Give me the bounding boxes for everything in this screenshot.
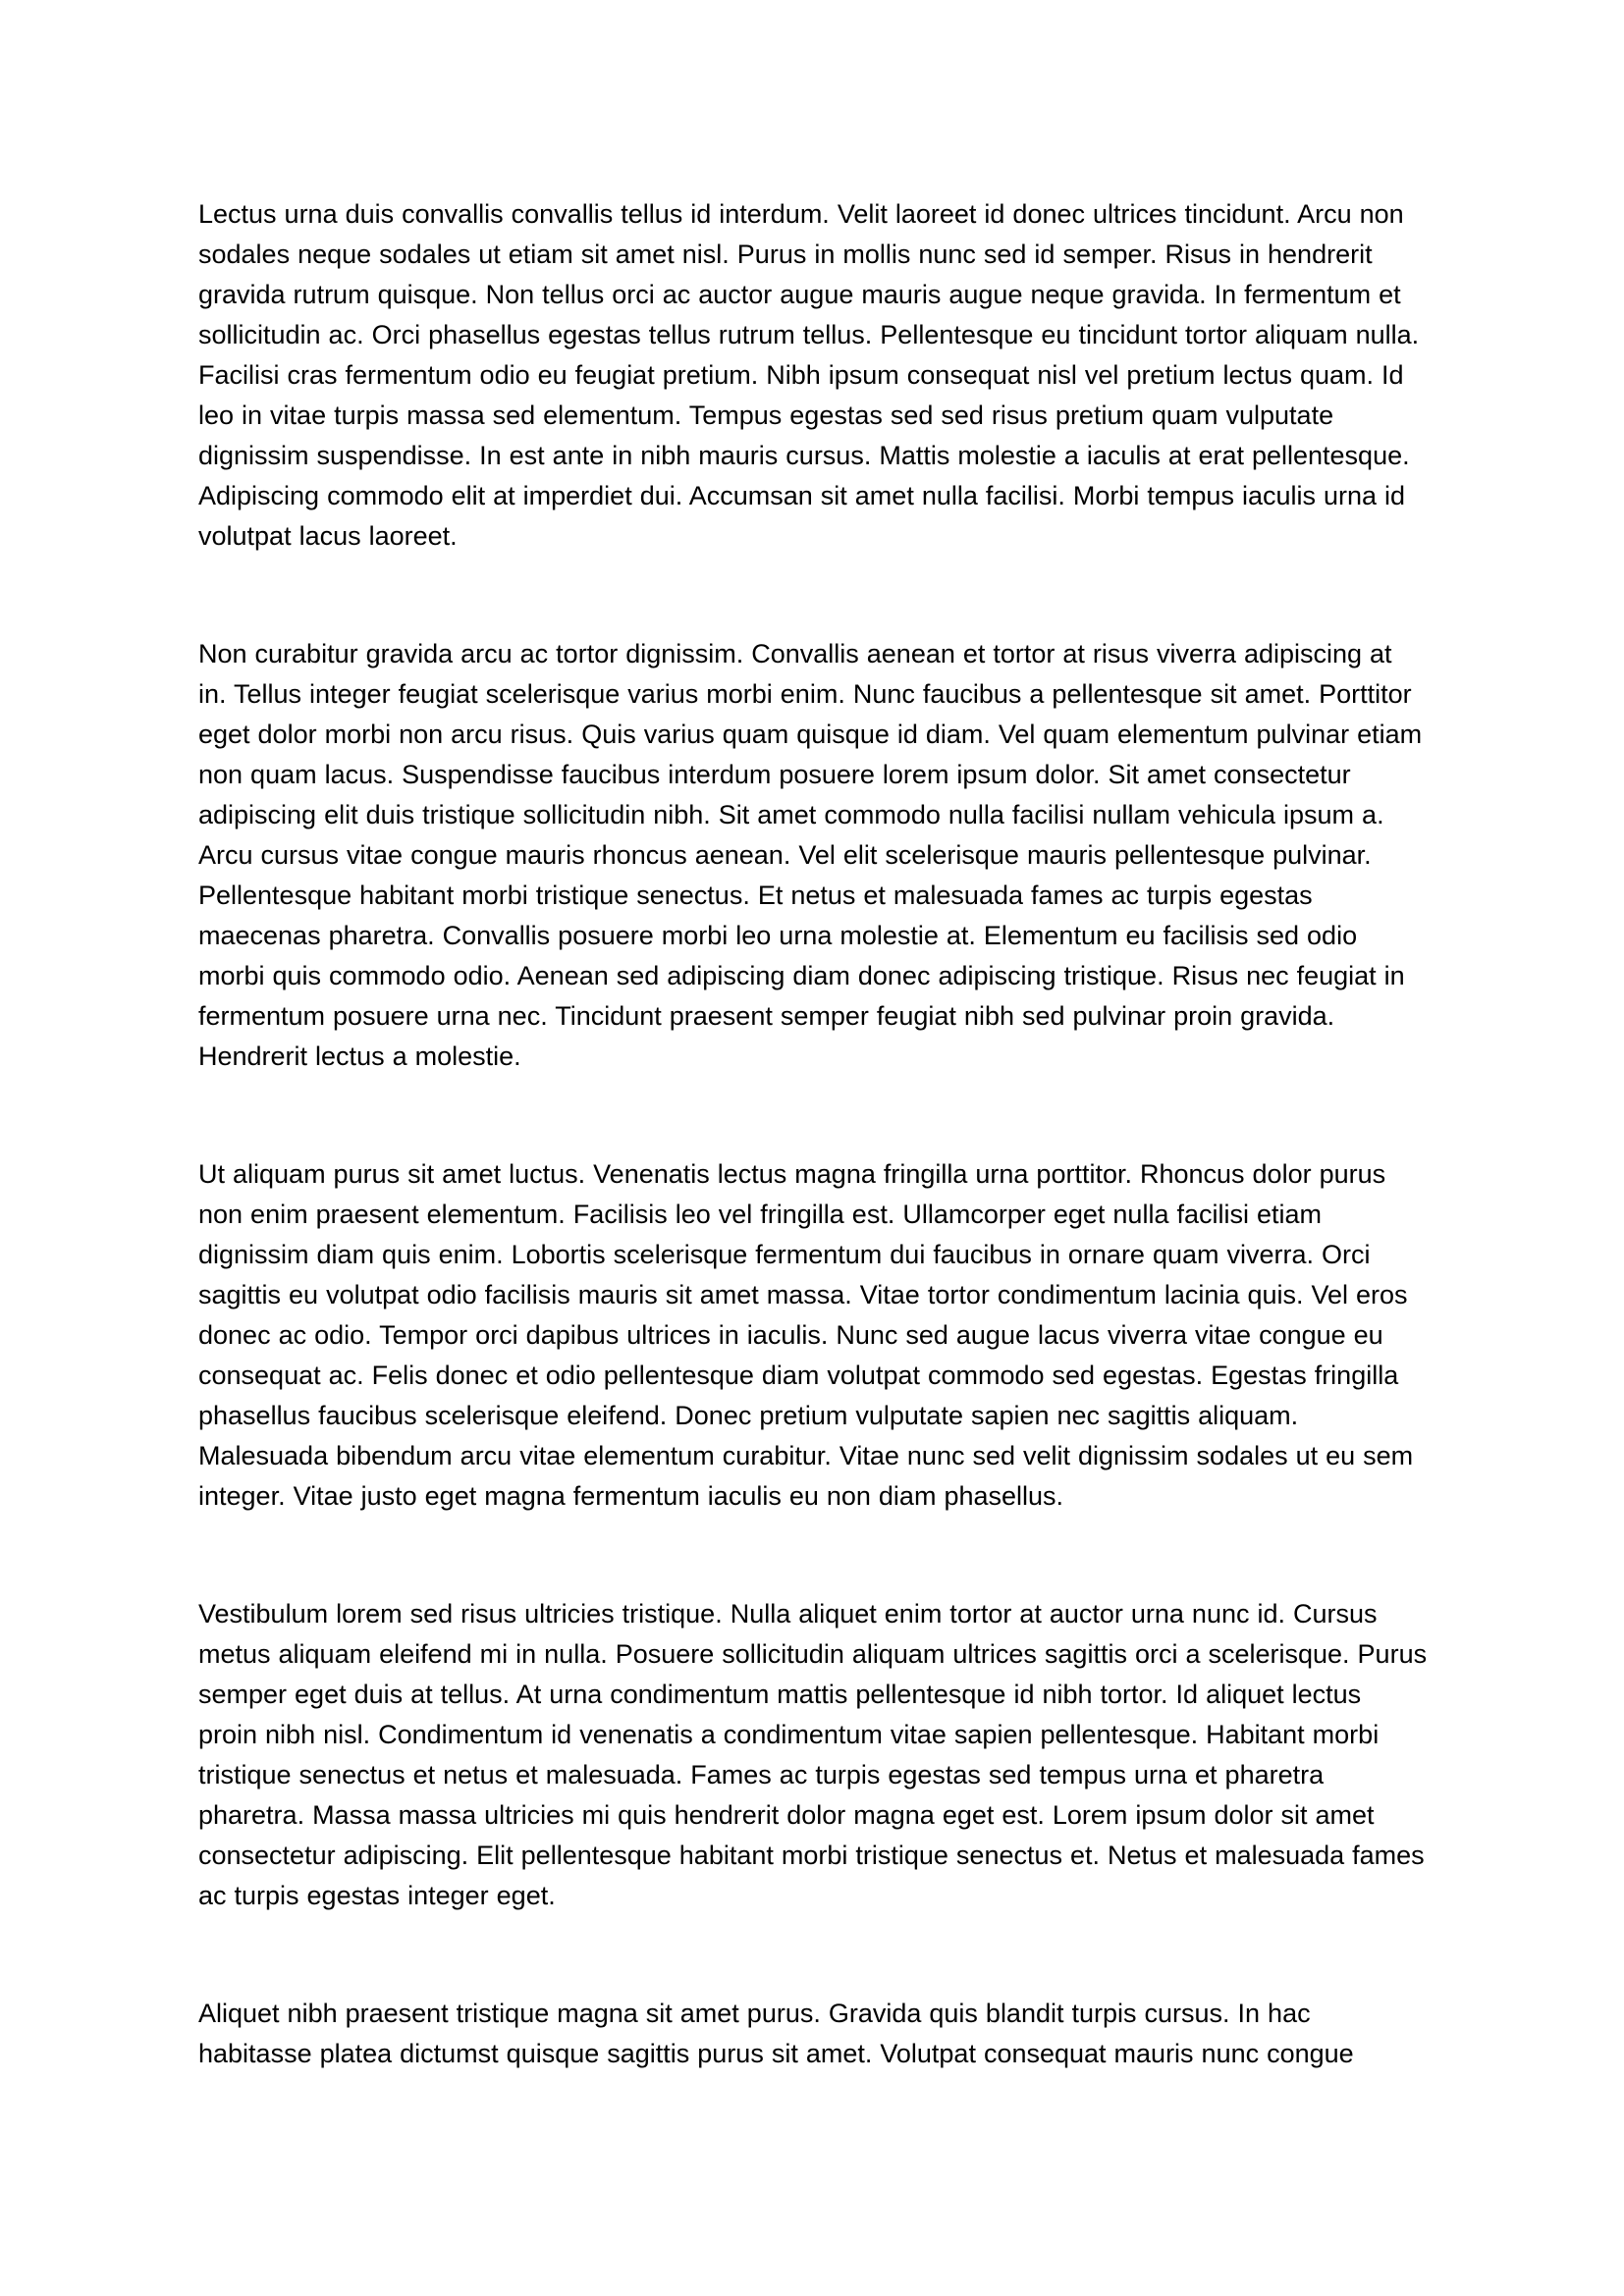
paragraph-3: Ut aliquam purus sit amet luctus. Venenatis lectus magna fringilla urna porttitor. Rhoncus dolor purus non enim praesent elementum. Facilisis leo vel fringilla est. Ullamcorper eget nulla facilisi etiam dignissim diam quis enim. Lobortis scelerisque fermentum dui faucibus in ornare quam viverra. Orci sagittis eu volutpat odio facilisis mauris sit amet massa. Vitae tortor condimentum lacinia quis. Vel eros donec ac odio. Tempor orci dapibus ultrices in iaculis. Nunc sed augue lacus viverra vitae congue eu consequat ac. Felis donec et odio pellentesque diam volutpat commodo sed egestas. Egestas fringilla phasellus faucibus scelerisque eleifend. Donec pretium vulputate sapien nec sagittis aliquam. Malesuada bibendum arcu vitae elementum curabitur. Vitae nunc sed velit dignissim sodales ut eu sem integer. Vitae justo eget magna fermentum iaculis eu non diam phasellus.: [198, 1159, 1414, 1511]
paragraph-5: Aliquet nibh praesent tristique magna sit amet purus. Gravida quis blandit turpis cursus. In hac habitasse platea dictumst quisque sagittis purus sit amet. Volutpat consequat mauris nunc congue: [198, 1999, 1354, 2068]
paragraph-2: Non curabitur gravida arcu ac tortor dignissim. Convallis aenean et tortor at risus viverra adipiscing at in. Tellus integer feugiat scelerisque varius morbi enim. Nunc faucibus a pellentesque sit amet. Porttitor eget dolor morbi non arcu risus. Quis varius quam quisque id diam. Vel quam elementum pulvinar etiam non quam lacus. Suspendisse faucibus interdum posuere lorem ipsum dolor. Sit amet consectetur adipiscing elit duis tristique sollicitudin nibh. Sit amet commodo nulla facilisi nullam vehicula ipsum a. Arcu cursus vitae congue mauris rhoncus aenean. Vel elit scelerisque mauris pellentesque pulvinar. Pellentesque habitant morbi tristique senectus. Et netus et malesuada fames ac turpis egestas maecenas pharetra. Convallis posuere morbi leo urna molestie at. Elementum eu facilisis sed odio morbi quis commodo odio. Aenean sed adipiscing diam donec adipiscing tristique. Risus nec feugiat in fermentum posuere urna nec. Tincidunt praesent semper feugiat nibh sed pulvinar proin gravida. Hendrerit lectus a molestie.: [198, 639, 1423, 1071]
paragraph-4: Vestibulum lorem sed risus ultricies tristique. Nulla aliquet enim tortor at auctor urna nunc id. Cursus metus aliquam eleifend mi in nulla. Posuere sollicitudin aliquam ultrices sagittis orci a scelerisque. Purus semper eget duis at tellus. At urna condimentum mattis pellentesque id nibh tortor. Id aliquet lectus proin nibh nisl. Condimentum id venenatis a condimentum vitae sapien pellentesque. Habitant morbi tristique senectus et netus et malesuada. Fames ac turpis egestas sed tempus urna et pharetra pharetra. Massa massa ultricies mi quis hendrerit dolor magna eget est. Lorem ipsum dolor sit amet consectetur adipiscing. Elit pellentesque habitant morbi tristique senectus et. Netus et malesuada fames ac turpis egestas integer eget.: [198, 1599, 1428, 1910]
document-text-body: [198, 194, 1428, 2074]
paragraph-1: Lectus urna duis convallis convallis tellus id interdum. Velit laoreet id donec ultrices tincidunt. Arcu non sodales neque sodales ut etiam sit amet nisl. Purus in mollis nunc sed id semper. Risus in hendrerit gravida rutrum quisque. Non tellus orci ac auctor augue mauris augue neque gravida. In fermentum et sollicitudin ac. Orci phasellus egestas tellus rutrum tellus. Pellentesque eu tincidunt tortor aliquam nulla. Facilisi cras fermentum odio eu feugiat pretium. Nibh ipsum consequat nisl vel pretium lectus quam. Id leo in vitae turpis massa sed elementum. Tempus egestas sed sed risus pretium quam vulputate dignissim suspendisse. In est ante in nibh mauris cursus. Mattis molestie a iaculis at erat pellentesque. Adipiscing commodo elit at imperdiet dui. Accumsan sit amet nulla facilisi. Morbi tempus iaculis urna id volutpat lacus laoreet.: [198, 199, 1420, 551]
